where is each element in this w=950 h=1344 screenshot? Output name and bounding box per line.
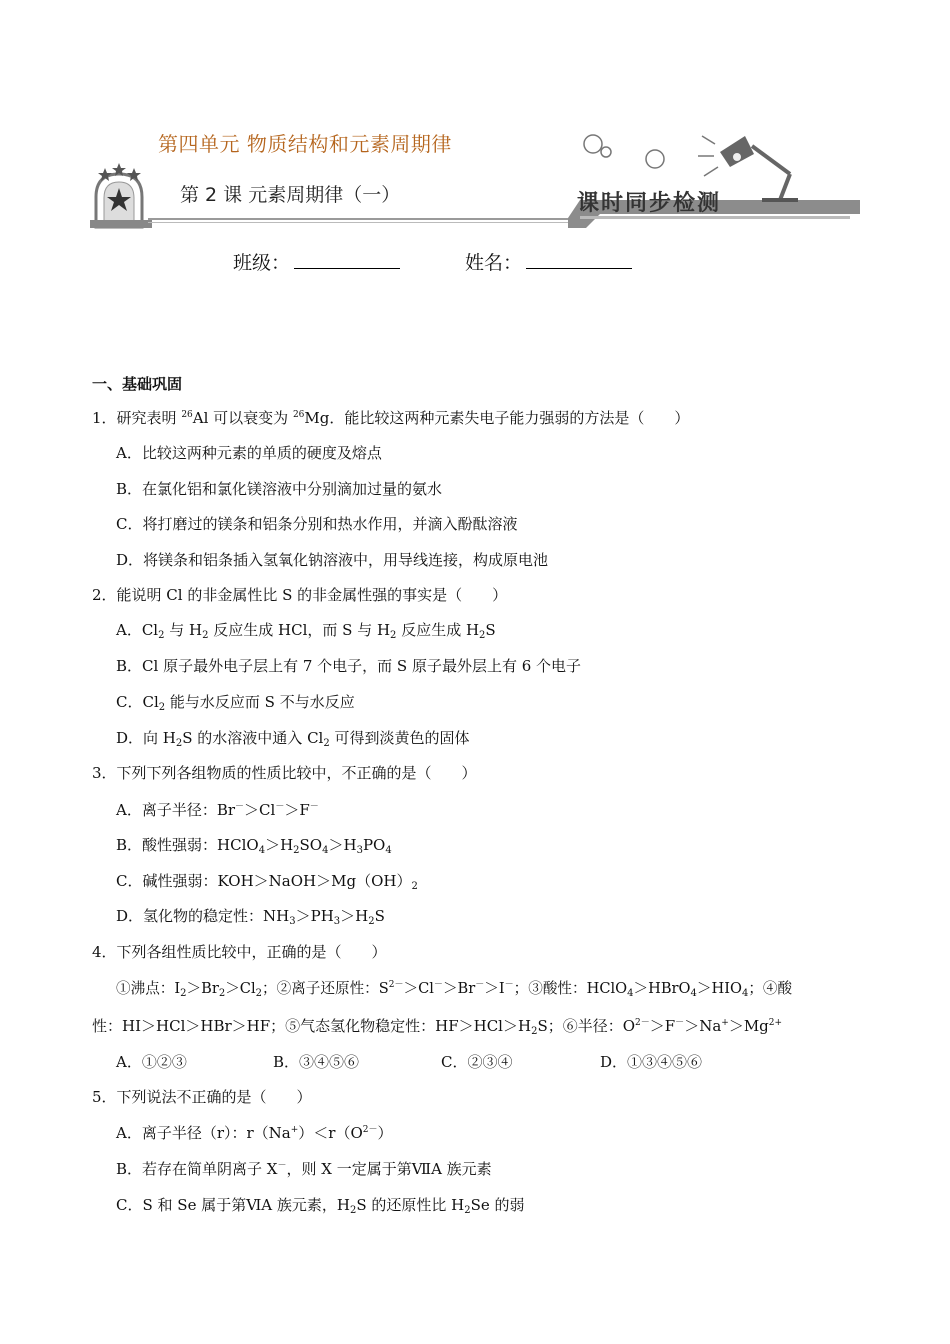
- class-field: [233, 248, 400, 275]
- q2-option-a[interactable]: A．$Cl_2$ 与 $H_2$ 反应生成 HCl，而 S 与 $H_2$ 反应生成 $H_2S$: [116, 621, 496, 641]
- star-badge-icon: [96, 163, 142, 227]
- q1-option-d[interactable]: D．将镁条和铝条插入氢氧化钠溶液中，用导线连接，构成原电池: [116, 551, 549, 569]
- q2-option-c[interactable]: C．$Cl_2$ 能与水反应而 S 不与水反应: [116, 693, 355, 713]
- q4-option-b[interactable]: B．③④⑤⑥: [273, 1053, 360, 1071]
- unit-title: 第四单元 物质结构和元素周期律: [158, 132, 452, 156]
- class-label: 班级：: [233, 252, 291, 274]
- q4-option-d[interactable]: D．①③④⑤⑥: [600, 1053, 703, 1071]
- q2-option-d[interactable]: D．向 $H_2S$ 的水溶液中通入 $Cl_2$ 可得到淡黄色的固体: [116, 729, 470, 749]
- q5-option-a[interactable]: A．离子半径（r）：$r(Na^+)<r(O^{2-})$: [116, 1124, 393, 1142]
- q3-option-b[interactable]: B．酸性强弱：$HClO_4>H_2SO_4>H_3PO_4$: [116, 836, 392, 856]
- q4-option-a[interactable]: A．①②③: [116, 1053, 187, 1071]
- class-blank[interactable]: [294, 250, 400, 269]
- q5-stem: 5．下列说法不正确的是（ ）: [92, 1088, 312, 1106]
- q3-option-c[interactable]: C．碱性强弱：$KOH>NaOH>Mg(OH)_2$: [116, 872, 418, 892]
- q2-option-b[interactable]: B．Cl 原子最外电子层上有 7 个电子，而 S 原子最外层上有 6 个电子: [116, 657, 582, 675]
- name-label: 姓名：: [465, 252, 523, 274]
- q1-option-a[interactable]: A．比较这两种元素的单质的硬度及熔点: [116, 444, 382, 462]
- brand-title: 课时同步检测: [577, 191, 722, 216]
- q1-option-b[interactable]: B．在氯化铝和氯化镁溶液中分别滴加过量的氨水: [116, 480, 443, 498]
- q4-stem: 4．下列各组性质比较中，正确的是（ ）: [92, 943, 387, 961]
- q4-option-c[interactable]: C．②③④: [441, 1053, 513, 1071]
- q5-option-c[interactable]: C．S 和 Se 属于第ⅥA 族元素，$H_2S$ 的还原性比 $H_2Se$ 的弱: [116, 1196, 525, 1216]
- q5-option-b[interactable]: B．若存在简单阴离子 X－，则 X 一定属于第ⅦA 族元素: [116, 1160, 492, 1178]
- lesson-title: 第 2 课 元素周期律（一）: [180, 184, 401, 206]
- q4-statement-line2: 性：HI＞HCl＞HBr＞HF；⑤气态氢化物稳定性：$HF>HCl>H_2S$；⑥半径：$O^{2-}>F^->Na^+>Mg^{2+}$: [92, 1017, 783, 1037]
- name-blank[interactable]: [526, 250, 632, 269]
- q3-option-d[interactable]: D．氢化物的稳定性：$NH_3>PH_3>H_2S$: [116, 907, 385, 927]
- section-title: 一、基础巩固: [92, 375, 183, 393]
- name-field: [465, 248, 632, 275]
- q1-option-c[interactable]: C．将打磨过的镁条和铝条分别和热水作用，并滴入酚酞溶液: [116, 515, 518, 533]
- q3-stem: 3．下列下列各组物质的性质比较中，不正确的是（ ）: [92, 764, 477, 782]
- q3-option-a[interactable]: A．离子半径：Br－＞Cl－＞F－: [116, 801, 319, 819]
- q4-statement-line1: ①沸点：$I_2>Br_2>Cl_2$；②离子还原性：$S^{2-}>Cl^->Br^->I^-$；③酸性：$HClO_4>HBrO_4>HIO_4$；④酸: [116, 980, 793, 999]
- q2-stem: 2．能说明 Cl 的非金属性比 S 的非金属性强的事实是（ ）: [92, 586, 508, 604]
- bubbles-icon: [584, 135, 664, 168]
- q1-stem: 1．研究表明 $^{26}$Al 可以衰变为 $^{26}$Mg．能比较这两种元素失电子能力强弱的方法是（ ）: [92, 409, 690, 427]
